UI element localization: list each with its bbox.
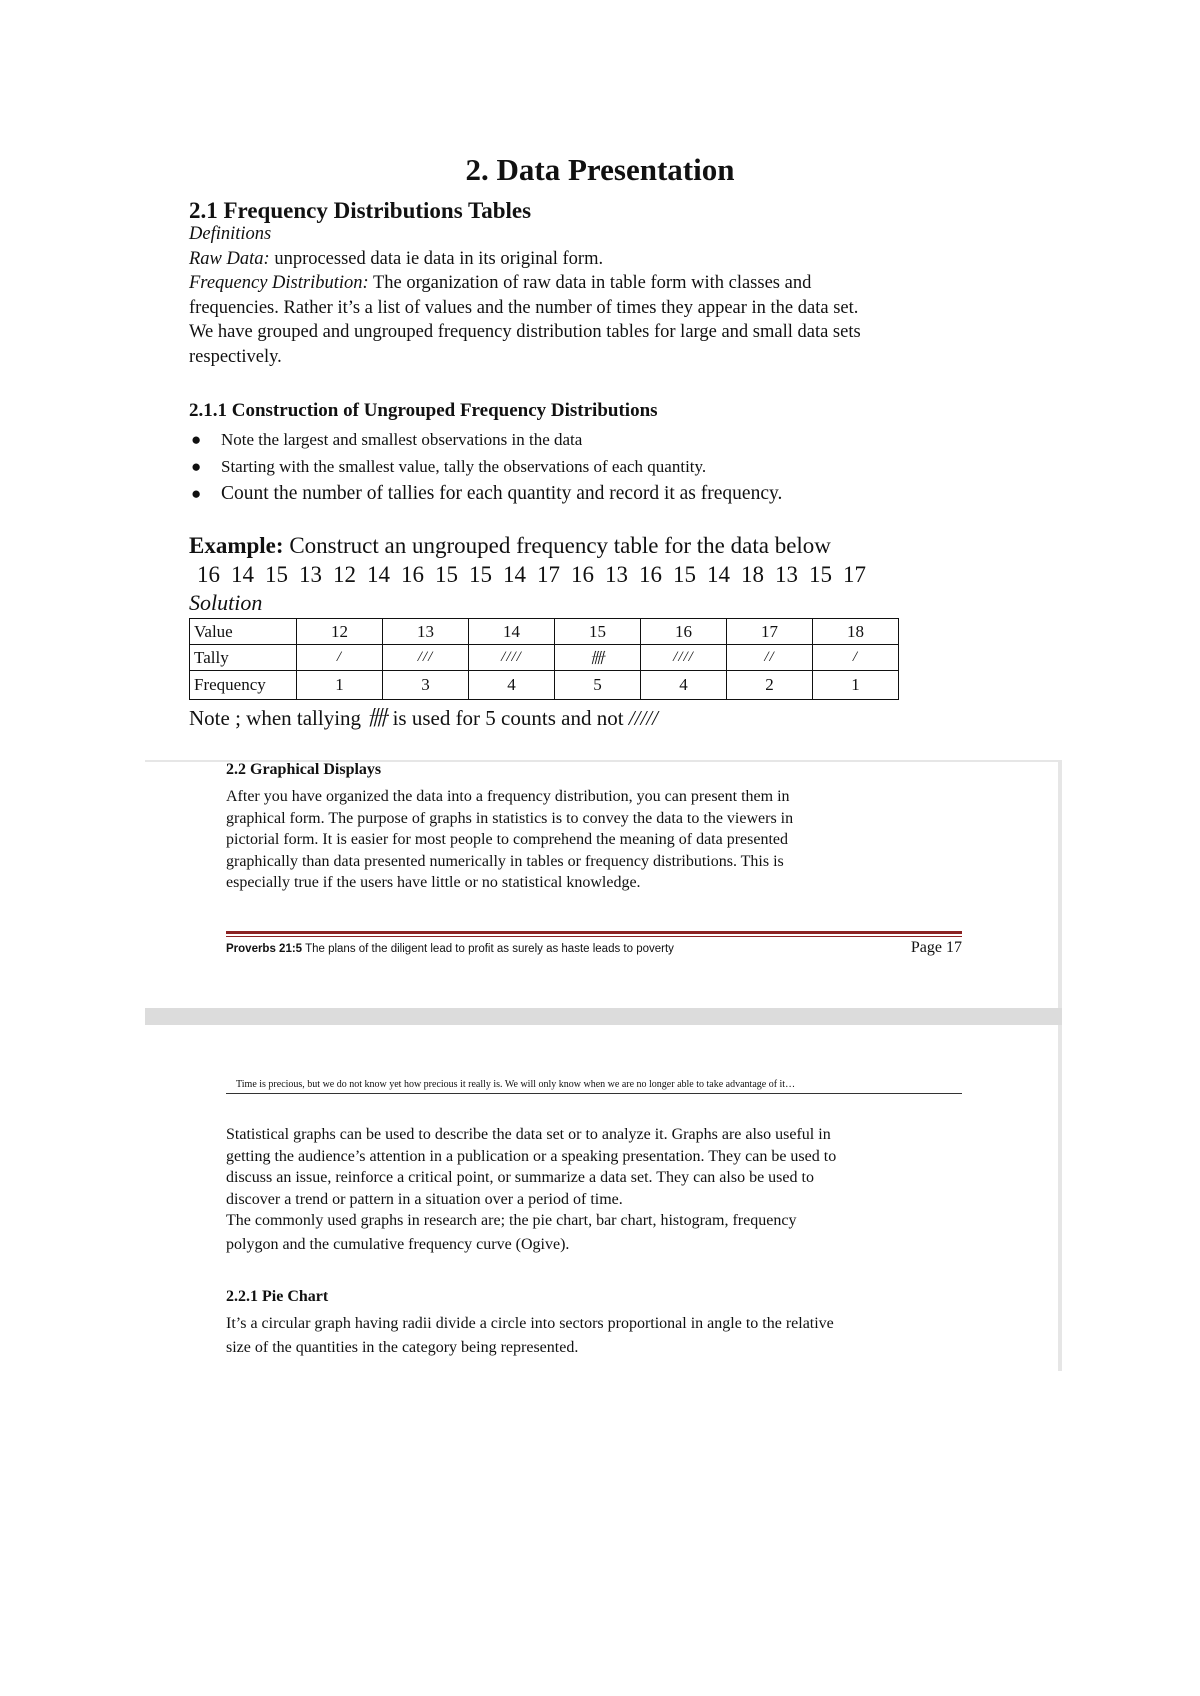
- example-statement: [189, 533, 831, 559]
- tally-note: [189, 702, 658, 732]
- list-item: [189, 453, 989, 480]
- construction-steps-list: [189, 426, 989, 507]
- data-value: 14: [367, 562, 390, 587]
- table-cell: 4: [641, 671, 727, 700]
- data-value: 18: [741, 562, 764, 587]
- table-cell: 4: [469, 671, 555, 700]
- data-value: 16: [639, 562, 662, 587]
- table-cell: 1: [813, 671, 899, 700]
- frequency-distribution-definition: [189, 271, 989, 296]
- section-heading-2-1-1: 2.1.1 Construction of Ungrouped Frequency Distributions: [189, 400, 658, 421]
- raw-data-text: unprocessed data ie data in its original form.: [269, 248, 604, 269]
- paragraph-line: It’s a circular graph having radii divide a circle into sectors proportional in angle to the relative: [226, 1315, 834, 1332]
- sheet-right-edge: [1058, 760, 1062, 1008]
- paragraph-line: Statistical graphs can be used to describe the data set or to analyze it. Graphs are also useful in: [226, 1126, 831, 1143]
- paragraph-line: discover a trend or pattern in a situation over a period of time.: [226, 1190, 623, 1208]
- table-cell: 18: [813, 619, 899, 645]
- footer-verse: [226, 943, 674, 955]
- bullet-icon: ●: [191, 430, 202, 449]
- example-data-values: [197, 562, 877, 588]
- frequency-table: [189, 618, 899, 700]
- data-value: 15: [265, 562, 288, 587]
- data-value: 17: [843, 562, 866, 587]
- statistical-graphs-paragraph: [226, 1124, 1056, 1255]
- page-title: 2. Data Presentation: [465, 152, 735, 187]
- frequency-distribution-text-1: The organization of raw data in table form with classes and: [368, 273, 812, 293]
- frequency-distribution-text-4: respectively.: [189, 346, 282, 367]
- solution-label: Solution: [189, 590, 263, 615]
- row-label-frequency: Frequency: [190, 671, 297, 700]
- example-label: Example:: [189, 533, 284, 558]
- tally-mark: 卌: [555, 645, 641, 671]
- definitions-block: [189, 222, 989, 369]
- page-header-quote: Time is precious, but we do not know yet how precious it really is. We will only know when we are no longer able to take advantage of it…: [236, 1079, 796, 1090]
- row-label-value: Value: [190, 619, 297, 645]
- footer-rule-top: [226, 931, 962, 934]
- note-prefix: Note ; when tallying: [189, 706, 367, 730]
- tally-mark: ////: [641, 645, 727, 671]
- data-value: 14: [231, 562, 254, 587]
- data-value: 13: [605, 562, 628, 587]
- paragraph-line: polygon and the cumulative frequency curve (Ogive).: [226, 1235, 570, 1253]
- data-value: 15: [435, 562, 458, 587]
- table-cell: 5: [555, 671, 641, 700]
- paragraph-line: The commonly used graphs in research are; the pie chart, bar chart, histogram, frequency: [226, 1212, 797, 1229]
- data-value: 17: [537, 562, 560, 587]
- data-value: 14: [707, 562, 730, 587]
- bullet-icon: ●: [191, 457, 202, 476]
- graphical-displays-paragraph: [226, 786, 1046, 894]
- tally-mark: ///: [383, 645, 469, 671]
- tally-mark: //: [727, 645, 813, 671]
- pie-chart-paragraph: [226, 1312, 1056, 1360]
- data-value: 12: [333, 562, 356, 587]
- note-middle: is used for 5 counts and not: [387, 706, 629, 730]
- paragraph-line: graphical form. The purpose of graphs in statistics is to convey the data to the viewers in: [226, 809, 794, 827]
- tally-mark: /: [813, 645, 899, 671]
- data-value: 13: [299, 562, 322, 587]
- paragraph-line: especially true if the users have little or no statistical knowledge.: [226, 874, 641, 891]
- page-number: Page 17: [910, 939, 962, 956]
- table-row-frequency: [190, 671, 899, 700]
- frequency-distribution-text-3: We have grouped and ungrouped frequency distribution tables for large and small data sets: [189, 322, 861, 342]
- section-heading-2-2-1: 2.2.1 Pie Chart: [226, 1288, 329, 1305]
- page-separator: [145, 1008, 1062, 1025]
- bullet-icon: ●: [191, 484, 202, 503]
- table-cell: 2: [727, 671, 813, 700]
- data-value: 15: [469, 562, 492, 587]
- data-value: 16: [197, 562, 220, 587]
- section-heading-2-2: 2.2 Graphical Displays: [226, 761, 382, 778]
- raw-data-term: Raw Data:: [189, 248, 270, 269]
- data-value: 13: [775, 562, 798, 587]
- row-label-tally: Tally: [190, 645, 297, 671]
- list-item: [189, 426, 989, 453]
- list-item: [189, 480, 989, 507]
- data-value: 16: [401, 562, 424, 587]
- table-row-values: [190, 619, 899, 645]
- five-count-mark: 卌: [366, 706, 388, 730]
- verse-text: The plans of the diligent lead to profit as surely as haste leads to poverty: [302, 943, 674, 955]
- verse-reference: Proverbs 21:5: [226, 943, 303, 955]
- table-cell: 17: [727, 619, 813, 645]
- table-cell: 12: [297, 619, 383, 645]
- example-text: Construct an ungrouped frequency table for the data below: [283, 533, 831, 558]
- tally-mark: ////: [469, 645, 555, 671]
- table-row-tally: [190, 645, 899, 671]
- table-cell: 14: [469, 619, 555, 645]
- frequency-distribution-term: Frequency Distribution:: [189, 273, 369, 293]
- section-heading-2-1: 2.1 Frequency Distributions Tables: [189, 198, 532, 223]
- sheet-right-edge-2: [1058, 1025, 1062, 1371]
- table-cell: 3: [383, 671, 469, 700]
- definitions-label: Definitions: [189, 224, 272, 244]
- wrong-mark: /////: [628, 706, 658, 730]
- raw-data-definition: [189, 247, 989, 272]
- paragraph-line: graphically than data presented numerically in tables or frequency distributions. This is: [226, 852, 784, 870]
- paragraph-line: discuss an issue, reinforce a critical point, or summarize a data set. They can also be used to: [226, 1169, 814, 1186]
- frequency-distribution-text-2: frequencies. Rather it’s a list of values and the number of times they appear in the data set.: [189, 297, 859, 318]
- paragraph-line: After you have organized the data into a frequency distribution, you can present them in: [226, 788, 790, 805]
- paragraph-line: getting the audience’s attention in a publication or a speaking presentation. They can be used to: [226, 1147, 837, 1165]
- list-item-text: Note the largest and smallest observations in the data: [221, 430, 583, 449]
- tally-mark: /: [297, 645, 383, 671]
- paragraph-line: size of the quantities in the category being represented.: [226, 1339, 579, 1356]
- table-cell: 16: [641, 619, 727, 645]
- table-cell: 13: [383, 619, 469, 645]
- table-cell: 1: [297, 671, 383, 700]
- data-value: 15: [673, 562, 696, 587]
- list-item-text: Starting with the smallest value, tally the observations of each quantity.: [221, 457, 707, 476]
- table-cell: 15: [555, 619, 641, 645]
- list-item-text: Count the number of tallies for each quantity and record it as frequency.: [221, 483, 783, 504]
- data-value: 15: [809, 562, 832, 587]
- header-rule: [226, 1093, 962, 1094]
- paragraph-line: pictorial form. It is easier for most people to comprehend the meaning of data presented: [226, 831, 789, 848]
- data-value: 14: [503, 562, 526, 587]
- footer-rule-bottom: [226, 936, 962, 937]
- data-value: 16: [571, 562, 594, 587]
